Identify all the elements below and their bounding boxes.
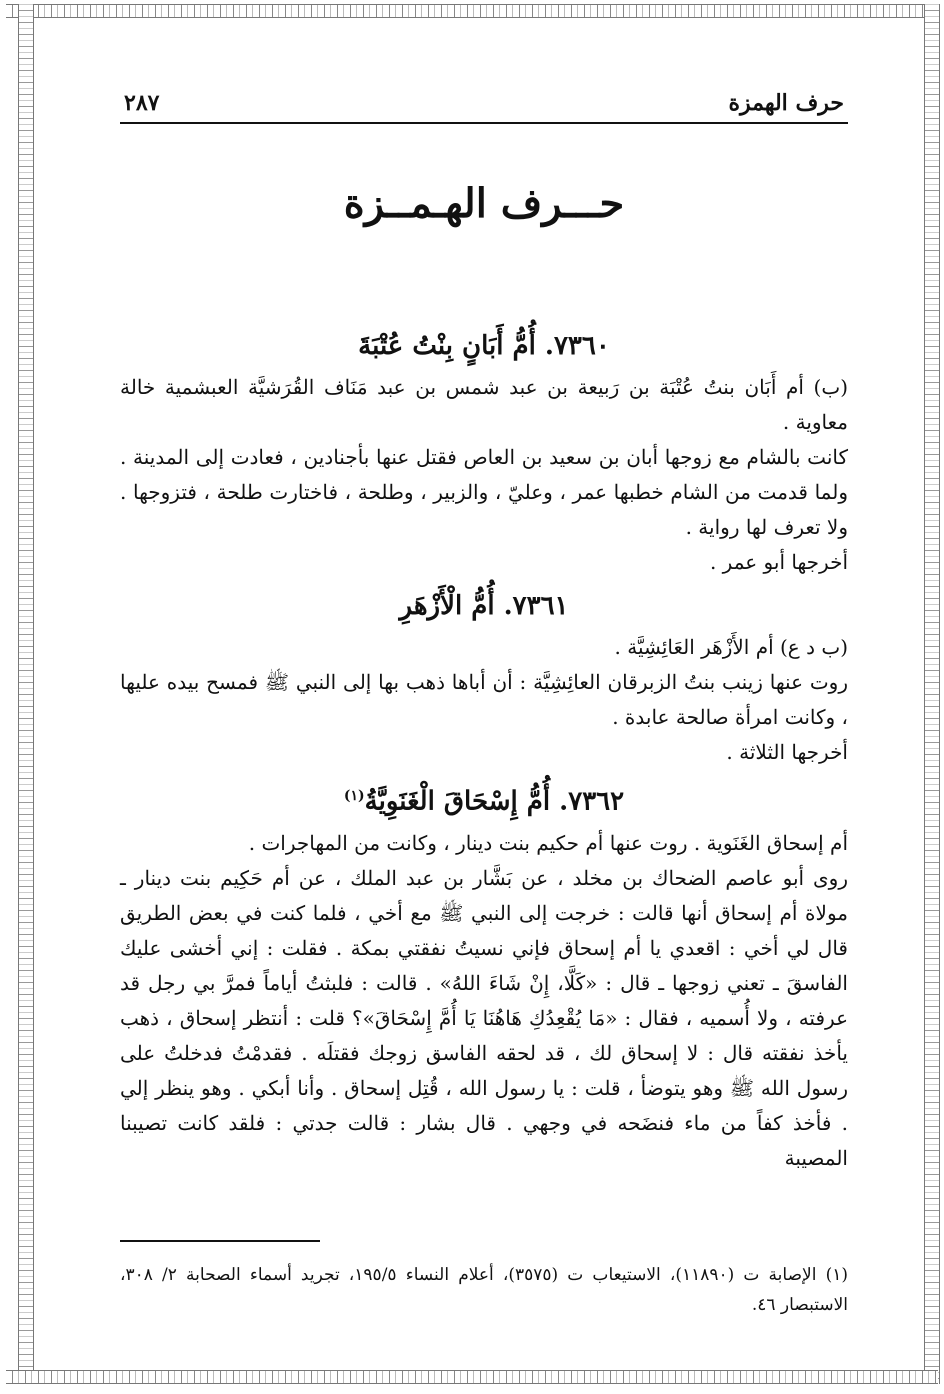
paragraph: (ب د ع) أم الأَزْهَر العَائِشِيَّة . [614, 635, 848, 659]
running-header [120, 84, 848, 124]
book-page [120, 70, 848, 1340]
page-border-right [924, 4, 940, 1384]
paragraph: روى أبو عاصم الضحاك بن مخلد ، عن بَشَّار بن عبد الملك ، عن أم حَكِيم بنت دينار ـ مولاة أم إسحاق أنها قالت : خرجت إلى النبي ﷺ مع أخي ، فلما كنت في بعض الطريق قال لي أخي : اقعدي يا أم إسحاق فإني نسيتُ نفقتي بمكة . فقلت : إني أخشى عليك الفاسقَ ـ تعني زوجها ـ قال : «كَلَّا، إِنْ شَاءَ اللهُ» . قالت : فلبثتُ أياماً فمرَّ بي رجل قد عرفته ، ولا أُسميه ، فقال : «مَا يُقْعِدُكِ هَاهُنَا يَا أُمَّ إِسْحَاقَ»؟ قلت : أنتظر إسحاق ، ذهب يأخذ نفقته قال : لا إسحاق لك ، قد لحقه الفاسق زوجك فقتلَه . فقدمْتُ فدخلتُ على رسول الله ﷺ وهو يتوضأ ، قلت : يا رسول الله ، قُتِل إسحاق . وأنا أبكي . وهو ينظر إلي . فأخذ كفاً من ماء فنضَحه في وجهي . قال بشار : قالت جدتي : فلقد كانت تصيبنا المصيبة [120, 865, 849, 1170]
entry-title [120, 584, 848, 628]
paragraph: أخرجها أبو عمر . [709, 550, 848, 574]
footnote-marker: (١) [343, 788, 365, 804]
entry-title [120, 324, 848, 368]
paragraph: روت عنها زينب بنتُ الزبرقان العائِشِيَّة : أن أباها ذهب بها إلى النبي ﷺ فمسح بيده عليها ، وكانت امرأة صالحة عابدة . [120, 670, 848, 729]
paragraph: كانت بالشام مع زوجها أبان بن سعيد بن العاص فقتل عنها بأجنادين ، فعادت إلى المدينة . ولما قدمت من الشام خطبها عمر ، وعليّ ، والزبير ، وطلحة ، فاختارت طلحة ، فتزوجها . ولا تعرف لها رواية . [120, 445, 848, 539]
footnote-rule [120, 1240, 320, 1242]
page-border-top [6, 4, 938, 18]
entry-title-text: ٧٣٦٠. أُمُّ أَبَانٍ بِنْتُ عُتْبَةَ [358, 331, 610, 361]
paragraph: (ب) أم أَبَان بنتُ عُتْبَة بن رَبيعة بن عبد شمس بن عبد مَنَاف القُرَشيَّة العبشمية خالة معاوية . [120, 375, 848, 434]
paragraph: أخرجها الثلاثة . [726, 740, 848, 764]
chapter-title: حـــرف الهـمــزة [343, 180, 625, 227]
page-border-bottom [6, 1370, 938, 1384]
entry-title-text: ٧٣٦١. أُمُّ الْأَزْهَرِ [399, 591, 569, 621]
entry-title [120, 774, 848, 824]
page-border-left [18, 4, 34, 1384]
footnote: (١) الإصابة ت (١١٨٩٠)، الاستيعاب ت (٣٥٧٥)، أعلام النساء ١٩٥/٥، تجريد أسماء الصحابة ٢/ ٣٠٨، الاستبصار ٤٦. [120, 1265, 848, 1315]
paragraph: أم إسحاق الغَنَوية . روت عنها أم حكيم بنت دينار ، وكانت من المهاجرات . [248, 830, 848, 855]
entry-title-text: ٧٣٦٢. أُمُّ إِسْحَاقَ الْغَنَوِيَّةُ [364, 786, 625, 817]
page-number: ٢٨٧ [124, 90, 160, 116]
page-body [120, 320, 848, 1176]
running-header-title: حرف الهمزة [728, 90, 844, 116]
